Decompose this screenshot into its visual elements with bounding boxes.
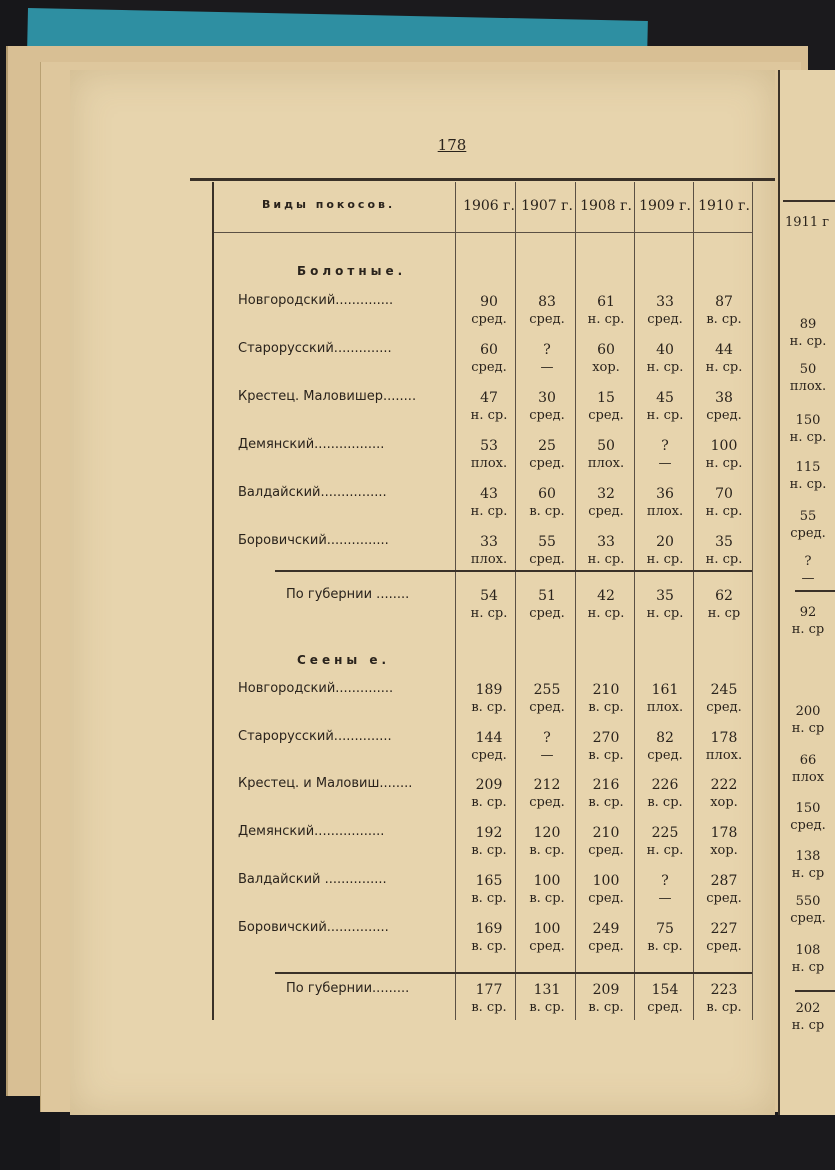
table-row-cell <box>518 824 576 860</box>
cell-quality: сред. <box>588 939 624 954</box>
table-row-cell <box>518 293 576 329</box>
total-row-cell <box>636 981 694 1017</box>
page-number: 178 <box>437 136 467 154</box>
year-header-5: 1910 г. <box>698 198 750 214</box>
cell-value: 161 <box>651 682 679 698</box>
cell-value: 100 <box>533 921 561 937</box>
table-row-cell <box>460 920 518 956</box>
cell-quality: сред. <box>529 795 565 810</box>
cell-quality: в. ср. <box>529 504 565 519</box>
cell-quality: в. ср. <box>471 795 507 810</box>
table-row-cell <box>636 729 694 765</box>
cell-value: 50 <box>597 438 615 454</box>
cell-value: 33 <box>480 534 498 550</box>
cell-value: 223 <box>710 982 738 998</box>
right-page-cell <box>780 412 835 446</box>
cell-value: 120 <box>533 825 561 841</box>
header-rule <box>214 232 752 233</box>
right-page-cell <box>780 703 835 737</box>
section-title: Сеены е. <box>297 653 391 667</box>
cell-quality: — <box>540 360 554 375</box>
cell-value: 89 <box>799 317 817 332</box>
total-label: По губернии ........ <box>286 587 410 602</box>
table-row-cell <box>577 776 635 812</box>
table-row-cell <box>577 437 635 473</box>
cell-quality: н. ср <box>791 866 825 881</box>
cell-quality: в. ср. <box>706 312 742 327</box>
cell-quality: н. ср. <box>587 552 625 567</box>
table-row-cell <box>636 437 694 473</box>
cell-value: ? <box>804 554 812 569</box>
cell-quality: в. ср. <box>647 939 683 954</box>
cell-quality: н. ср <box>791 721 825 736</box>
cell-value: 60 <box>480 342 498 358</box>
table-row-cell <box>460 533 518 569</box>
cell-quality: н. ср. <box>789 334 827 349</box>
table-row-cell <box>636 920 694 956</box>
district-name: Валдайский................ <box>238 485 387 500</box>
cell-value: 33 <box>656 294 674 310</box>
table-row-cell <box>636 776 694 812</box>
header-label: Виды покосов. <box>262 198 396 211</box>
table-row-cell <box>577 485 635 521</box>
district-name: Демянский................. <box>238 437 385 452</box>
cell-value: 189 <box>475 682 503 698</box>
table-row-cell <box>518 389 576 425</box>
cell-quality: сред. <box>529 312 565 327</box>
cell-value: 225 <box>651 825 679 841</box>
total-row-cell <box>577 587 635 623</box>
table-row-cell <box>695 485 753 521</box>
cell-quality: — <box>540 748 554 763</box>
right-page-cell <box>780 942 835 976</box>
cell-quality: — <box>658 891 672 906</box>
table-row-cell <box>460 681 518 717</box>
right-page-cell <box>780 800 835 834</box>
cell-quality: сред. <box>790 911 826 926</box>
cell-quality: сред. <box>471 748 507 763</box>
cell-value: 287 <box>710 873 738 889</box>
cell-value: 55 <box>799 509 817 524</box>
cell-quality: сред. <box>529 700 565 715</box>
cell-quality: в. ср. <box>471 1000 507 1015</box>
cell-value: 154 <box>651 982 679 998</box>
total-row-cell <box>577 981 635 1017</box>
cell-quality: н. ср. <box>646 843 684 858</box>
cell-value: 108 <box>795 943 821 958</box>
cell-value: 62 <box>715 588 733 604</box>
total-row-cell <box>636 587 694 623</box>
table-row-cell <box>695 389 753 425</box>
district-name: Новгородский.............. <box>238 293 394 308</box>
cell-quality: сред. <box>588 843 624 858</box>
cell-quality: сред. <box>529 552 565 567</box>
table-row-cell <box>636 824 694 860</box>
cell-quality: н. ср. <box>705 504 743 519</box>
district-name: Старорусский.............. <box>238 341 392 356</box>
table-row-cell <box>460 824 518 860</box>
total-row-cell <box>460 981 518 1017</box>
cell-value: 209 <box>475 777 503 793</box>
cell-quality: в. ср. <box>529 1000 565 1015</box>
table-row-cell <box>695 872 753 908</box>
total-row-cell <box>460 587 518 623</box>
table-row-cell <box>636 341 694 377</box>
table-row-cell <box>518 485 576 521</box>
cell-quality: в. ср. <box>588 795 624 810</box>
cell-quality: сред. <box>471 312 507 327</box>
cell-value: 92 <box>799 605 817 620</box>
cell-value: 210 <box>592 682 620 698</box>
table-row-cell <box>460 872 518 908</box>
cell-value: 83 <box>538 294 556 310</box>
right-page-cell <box>780 848 835 882</box>
cell-quality: н. ср. <box>646 552 684 567</box>
cell-quality: в. ср. <box>529 843 565 858</box>
table-row-cell <box>460 341 518 377</box>
cell-value: ? <box>661 438 669 454</box>
cell-value: 178 <box>710 825 738 841</box>
cell-quality: н. ср. <box>646 360 684 375</box>
cell-value: 82 <box>656 730 674 746</box>
cell-value: 20 <box>656 534 674 550</box>
table-row-cell <box>460 729 518 765</box>
cell-value: 60 <box>597 342 615 358</box>
cell-value: 131 <box>533 982 561 998</box>
cell-value: 100 <box>710 438 738 454</box>
cell-quality: сред. <box>790 526 826 541</box>
cell-value: 550 <box>795 894 821 909</box>
cell-quality: н. ср. <box>470 606 508 621</box>
cell-quality: н. ср. <box>587 312 625 327</box>
table-row-cell <box>636 533 694 569</box>
table-row-cell <box>577 729 635 765</box>
right-page-cell <box>780 893 835 927</box>
table-row-cell <box>695 293 753 329</box>
table-row-cell <box>577 533 635 569</box>
cell-value: 138 <box>795 849 821 864</box>
cell-quality: плох. <box>646 504 684 519</box>
cell-value: ? <box>543 342 551 358</box>
cell-value: 245 <box>710 682 738 698</box>
cell-quality: н. ср. <box>789 477 827 492</box>
cell-value: 36 <box>656 486 674 502</box>
cell-quality: в. ср. <box>588 700 624 715</box>
cell-value: 50 <box>799 362 817 377</box>
cell-quality: н. ср. <box>705 456 743 471</box>
table-top-rule <box>190 178 775 181</box>
cell-quality: сред. <box>529 456 565 471</box>
cell-value: 90 <box>480 294 498 310</box>
total-rule <box>275 570 752 572</box>
cell-value: 150 <box>795 801 821 816</box>
table-row-cell <box>695 437 753 473</box>
cell-value: 66 <box>799 753 817 768</box>
table-row-cell <box>518 920 576 956</box>
cell-value: 270 <box>592 730 620 746</box>
cell-quality: сред. <box>529 939 565 954</box>
cell-value: 47 <box>480 390 498 406</box>
right-page-cell <box>780 459 835 493</box>
cell-value: 150 <box>795 413 821 428</box>
cell-quality: сред. <box>790 818 826 833</box>
table-row-cell <box>577 824 635 860</box>
cell-quality: — <box>801 571 815 586</box>
cell-quality: сред. <box>647 1000 683 1015</box>
cell-value: 43 <box>480 486 498 502</box>
table-row-cell <box>518 533 576 569</box>
table-left-rule <box>212 182 214 1020</box>
total-row-cell <box>518 587 576 623</box>
cell-value: 35 <box>656 588 674 604</box>
table-row-cell <box>518 776 576 812</box>
cell-value: 202 <box>795 1001 821 1016</box>
table-row-cell <box>636 389 694 425</box>
cell-quality: н. ср <box>791 960 825 975</box>
cell-quality: сред. <box>588 408 624 423</box>
cell-value: 54 <box>480 588 498 604</box>
right-page-year: 1911 г <box>785 215 830 230</box>
district-name: Валдайский ............... <box>238 872 387 887</box>
table-row-cell <box>577 389 635 425</box>
cell-value: 38 <box>715 390 733 406</box>
cell-quality: в. ср. <box>471 843 507 858</box>
table-row-cell <box>518 437 576 473</box>
cell-value: 227 <box>710 921 738 937</box>
cell-value: 200 <box>795 704 821 719</box>
table-row-cell <box>518 872 576 908</box>
cell-quality: плох. <box>705 748 743 763</box>
cell-quality: хор. <box>592 360 620 375</box>
cell-quality: плох. <box>789 379 827 394</box>
cell-value: 61 <box>597 294 615 310</box>
cell-value: 169 <box>475 921 503 937</box>
cell-quality: в. ср. <box>647 795 683 810</box>
district-name: Старорусский.............. <box>238 729 392 744</box>
cell-quality: н. ср. <box>646 606 684 621</box>
table-row-cell <box>577 872 635 908</box>
cell-quality: в. ср. <box>588 748 624 763</box>
right-page-cell <box>780 316 835 350</box>
year-header-3: 1908 г. <box>580 198 632 214</box>
cell-quality: хор. <box>710 843 738 858</box>
table-row-cell <box>460 293 518 329</box>
table-row-cell <box>695 729 753 765</box>
cell-quality: сред. <box>529 408 565 423</box>
cell-value: 53 <box>480 438 498 454</box>
cell-quality: н. ср <box>791 622 825 637</box>
cell-quality: в. ср. <box>471 891 507 906</box>
cell-quality: сред. <box>588 891 624 906</box>
cell-quality: сред. <box>647 312 683 327</box>
table-row-cell <box>695 920 753 956</box>
cell-quality: в. ср. <box>471 700 507 715</box>
cell-value: 40 <box>656 342 674 358</box>
cell-quality: н. ср. <box>470 408 508 423</box>
total-label: По губернии......... <box>286 981 410 996</box>
cell-value: 222 <box>710 777 738 793</box>
table-row-cell <box>577 293 635 329</box>
total-row-cell <box>518 981 576 1017</box>
cell-quality: сред. <box>588 504 624 519</box>
total-row-cell <box>695 587 753 623</box>
table-row-cell <box>518 681 576 717</box>
cell-quality: плох. <box>587 456 625 471</box>
cell-value: 42 <box>597 588 615 604</box>
cell-quality: — <box>658 456 672 471</box>
table-row-cell <box>695 341 753 377</box>
right-page-cell <box>780 553 835 587</box>
cell-value: 178 <box>710 730 738 746</box>
cell-value: 25 <box>538 438 556 454</box>
total-row-cell <box>695 981 753 1017</box>
cell-value: 177 <box>475 982 503 998</box>
table-row-cell <box>460 485 518 521</box>
table-row-cell <box>460 437 518 473</box>
cell-value: 165 <box>475 873 503 889</box>
table-row-cell <box>695 776 753 812</box>
right-page-cell <box>780 604 835 638</box>
cell-quality: сред. <box>647 748 683 763</box>
cell-quality: плох. <box>646 700 684 715</box>
table-row-cell <box>577 341 635 377</box>
cell-quality: н. ср. <box>587 606 625 621</box>
cell-value: 55 <box>538 534 556 550</box>
cell-quality: плох. <box>470 456 508 471</box>
year-header-2: 1907 г. <box>521 198 573 214</box>
table-row-cell <box>577 920 635 956</box>
cell-quality: н. ср. <box>646 408 684 423</box>
cell-quality: н. ср <box>791 1018 825 1033</box>
right-page-cell <box>780 508 835 542</box>
cell-value: 192 <box>475 825 503 841</box>
cell-quality: н. ср <box>707 606 741 621</box>
cell-value: 115 <box>795 460 821 475</box>
cell-value: 75 <box>656 921 674 937</box>
district-name: Новгородский.............. <box>238 681 394 696</box>
cell-quality: н. ср. <box>705 360 743 375</box>
cell-quality: сред. <box>471 360 507 375</box>
table-row-cell <box>460 776 518 812</box>
cell-value: 249 <box>592 921 620 937</box>
cell-quality: плох. <box>470 552 508 567</box>
cell-quality: сред. <box>706 700 742 715</box>
table-row-cell <box>518 729 576 765</box>
table-row-cell <box>636 681 694 717</box>
table-row-cell <box>460 389 518 425</box>
cell-value: 144 <box>475 730 503 746</box>
cell-value: 210 <box>592 825 620 841</box>
cell-value: ? <box>543 730 551 746</box>
cell-value: 216 <box>592 777 620 793</box>
cell-value: 30 <box>538 390 556 406</box>
cell-quality: в. ср. <box>588 1000 624 1015</box>
cell-value: 32 <box>597 486 615 502</box>
cell-quality: сред. <box>529 606 565 621</box>
cell-value: 44 <box>715 342 733 358</box>
cell-quality: н. ср. <box>470 504 508 519</box>
cell-value: 255 <box>533 682 561 698</box>
right-page-cell <box>780 361 835 395</box>
cell-value: 51 <box>538 588 556 604</box>
cell-quality: н. ср. <box>705 552 743 567</box>
district-name: Боровичский............... <box>238 920 389 935</box>
cell-value: 87 <box>715 294 733 310</box>
table-row-cell <box>577 681 635 717</box>
cell-value: ? <box>661 873 669 889</box>
right-page-cell <box>780 752 835 786</box>
table-row-cell <box>636 293 694 329</box>
cell-quality: сред. <box>706 891 742 906</box>
cell-value: 33 <box>597 534 615 550</box>
cell-value: 45 <box>656 390 674 406</box>
table-row-cell <box>636 872 694 908</box>
district-name: Демянский................. <box>238 824 385 839</box>
table-row-cell <box>695 824 753 860</box>
table-row-cell <box>636 485 694 521</box>
cell-value: 209 <box>592 982 620 998</box>
cell-value: 212 <box>533 777 561 793</box>
cell-value: 100 <box>533 873 561 889</box>
cell-quality: сред. <box>706 408 742 423</box>
year-header-4: 1909 г. <box>639 198 691 214</box>
year-header-1: 1906 г. <box>463 198 515 214</box>
table-row-cell <box>695 681 753 717</box>
cell-quality: н. ср. <box>789 430 827 445</box>
section-title: Болотные. <box>297 264 407 278</box>
cell-value: 35 <box>715 534 733 550</box>
right-header-rule <box>783 200 835 202</box>
table-row-cell <box>518 341 576 377</box>
cell-value: 100 <box>592 873 620 889</box>
district-name: Крестец. Маловишер........ <box>238 389 417 404</box>
cell-quality: в. ср. <box>529 891 565 906</box>
cell-quality: плох <box>791 770 825 785</box>
cell-value: 70 <box>715 486 733 502</box>
cell-quality: сред. <box>706 939 742 954</box>
cell-quality: в. ср. <box>706 1000 742 1015</box>
district-name: Боровичский............... <box>238 533 389 548</box>
cell-value: 226 <box>651 777 679 793</box>
district-name: Крестец. и Маловиш........ <box>238 776 413 791</box>
right-total-rule <box>795 590 835 592</box>
table-row-cell <box>695 533 753 569</box>
right-page-cell <box>780 1000 835 1034</box>
cell-value: 15 <box>597 390 615 406</box>
cell-quality: хор. <box>710 795 738 810</box>
cell-value: 60 <box>538 486 556 502</box>
total-rule <box>275 972 752 974</box>
cell-quality: в. ср. <box>471 939 507 954</box>
right-total-rule <box>795 990 835 992</box>
